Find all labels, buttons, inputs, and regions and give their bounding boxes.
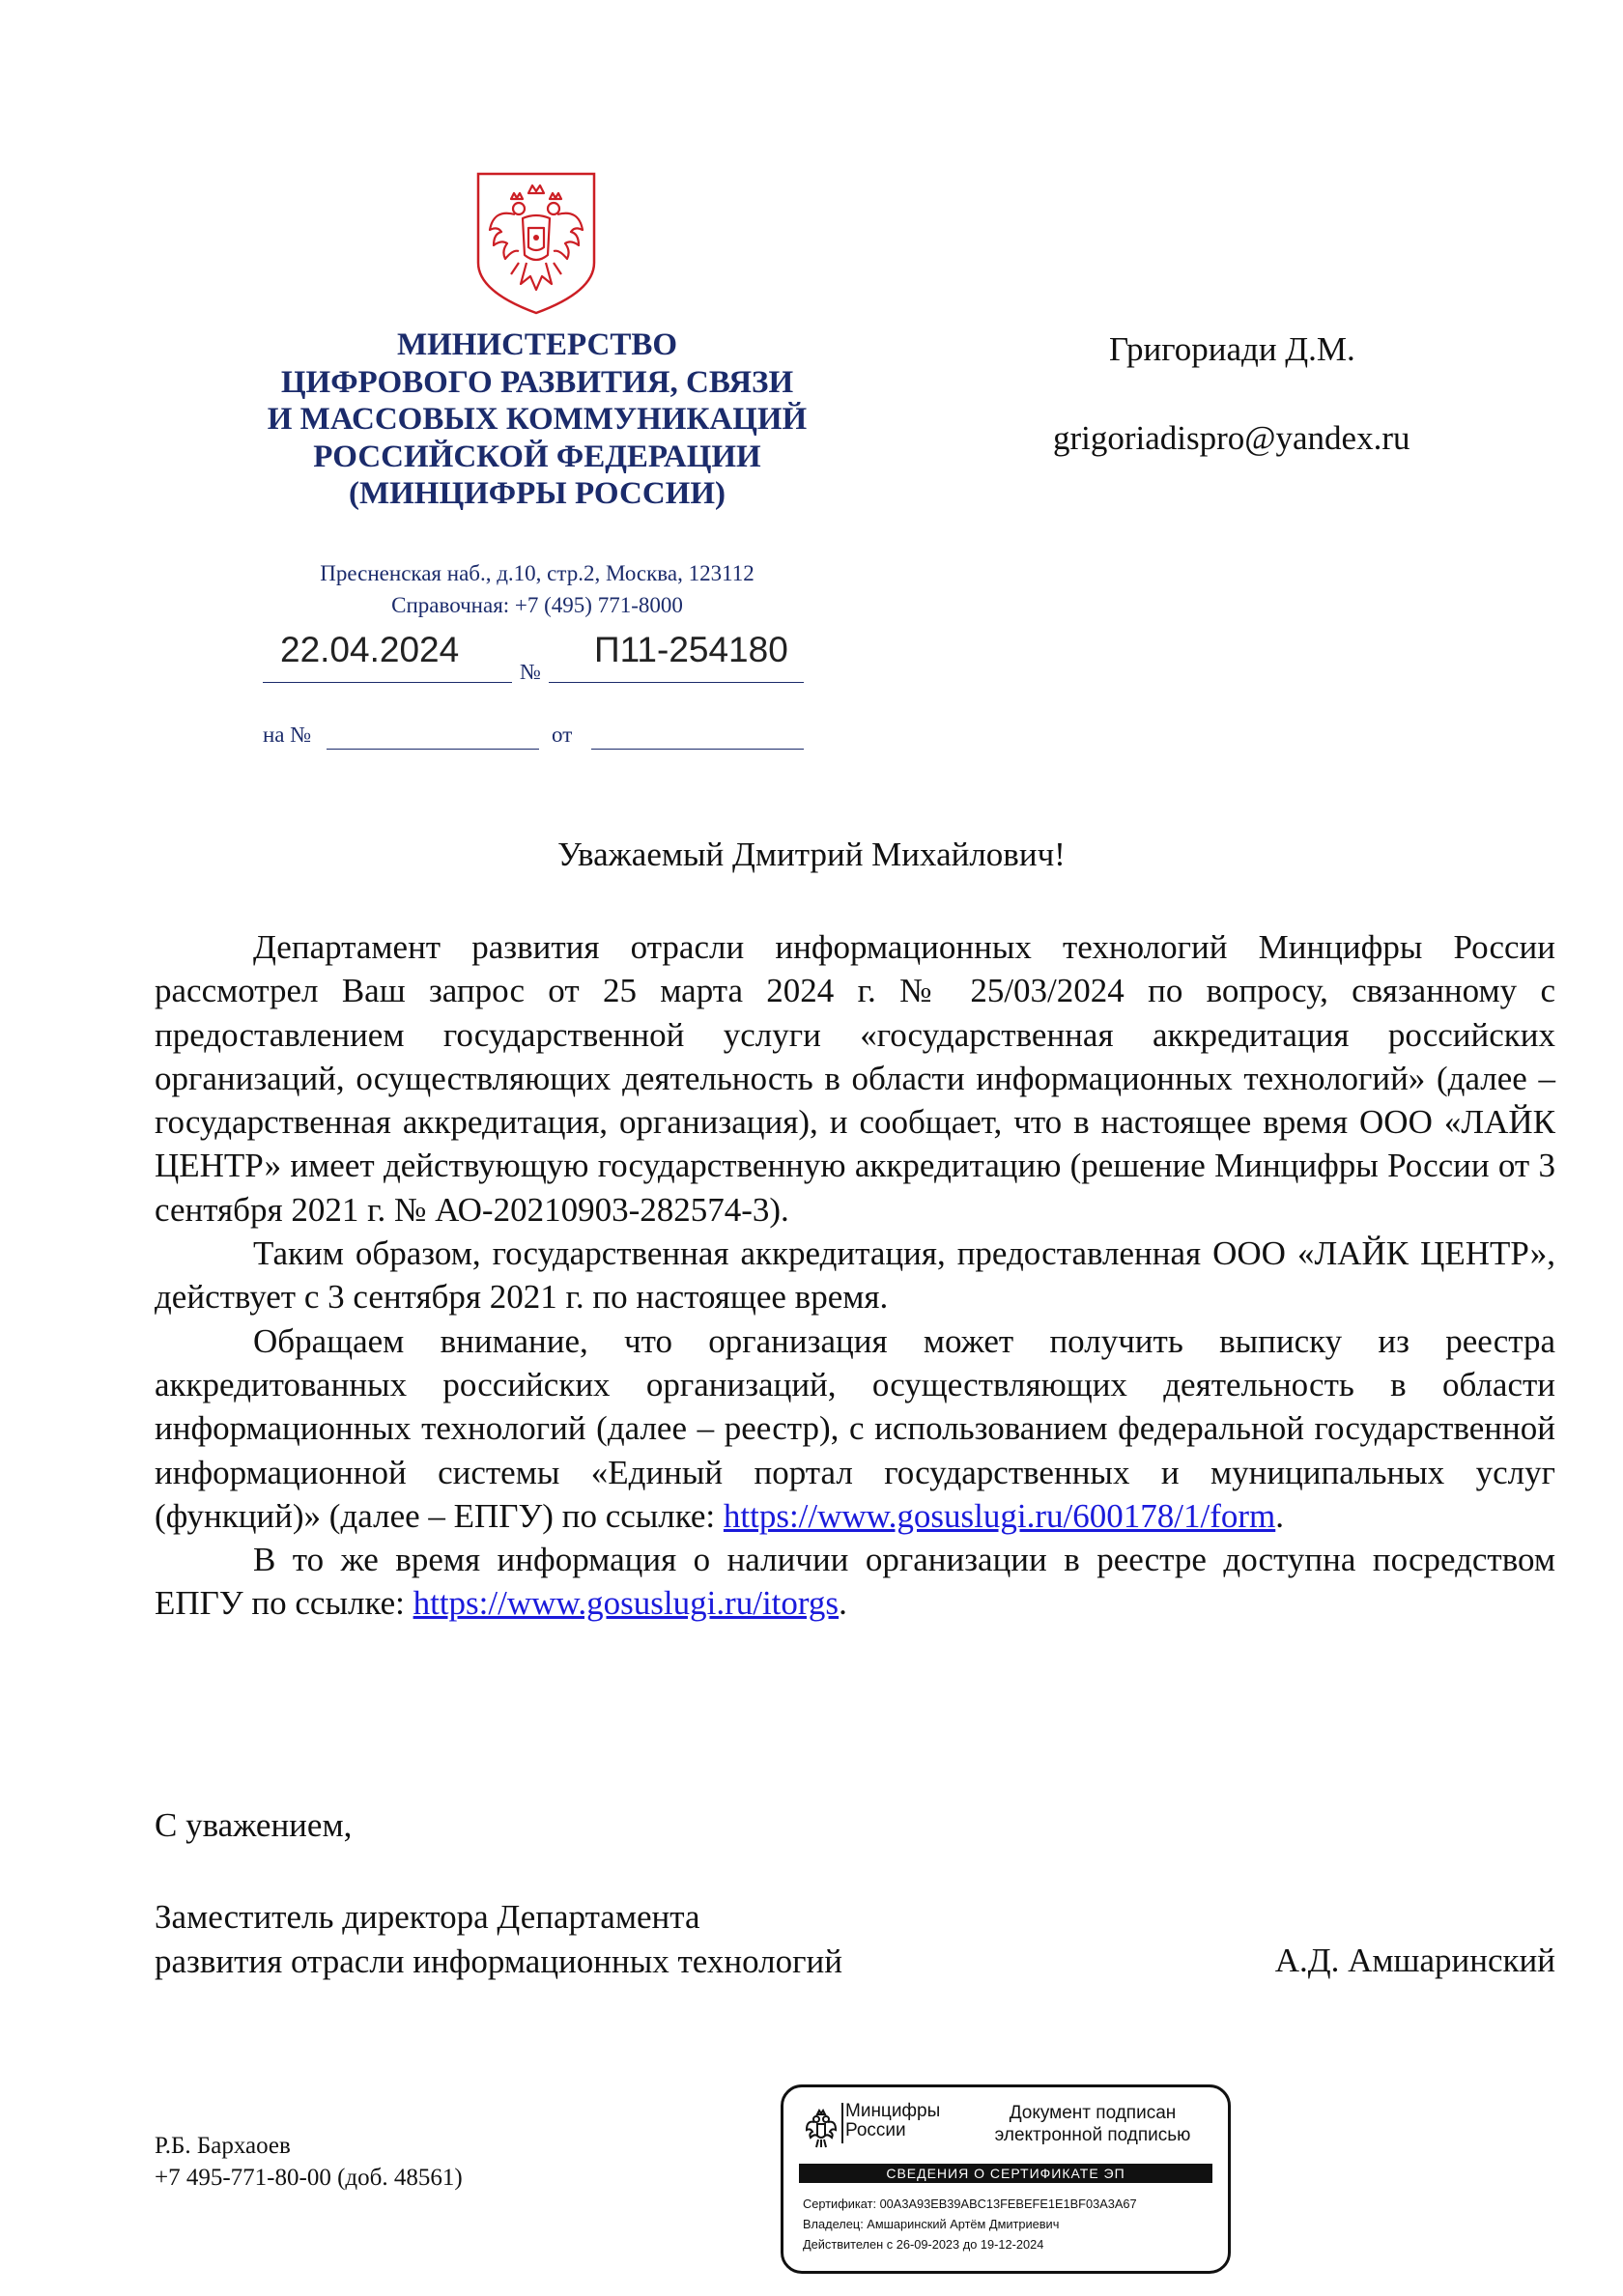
letter-body [155,925,1555,1626]
paragraph-3: Обращаем внимание, что организация может получить выписку из реестра аккредитованных российских организаций, осуществляющих деятельность в области информационных технологий (далее – реестр), с использованием федеральной государственной информационной системы «Единый портал государственных и муниципальных услуг (функций)» (далее – ЕПГУ) по ссылке: https://www.gosuslugi.ru/600178/1/form. [155,1321,1555,1535]
paragraph-1: Департамент развития отрасли информационных технологий Минцифры России рассмотрел Ваш запрос от 25 марта 2024 г. № 25/03/2024 по вопросу, связанному с предоставлением государственной услуги «государственная аккредитация российских организаций, осуществляющих деятельность в области информационных технологий» (далее – государственная аккредитация, организация), и сообщает, что в настоящее время ООО «ЛАЙК ЦЕНТР» имеет действующую государственную аккредитацию (решение Минцифры России от 3 сентября 2021 г. № АО-20210903-282574-3). [155,928,1555,1229]
registration-number: П11-254180 [594,630,788,669]
paragraph-4: В то же время информация о наличии организации в реестре доступна посредством ЕПГУ по ссылке: https://www.gosuslugi.ru/itorgs. [155,1541,1555,1623]
stamp-signed-notice [972,2102,1213,2146]
ministry-line-5: (МИНЦИФРЫ РОССИИ) [349,476,726,511]
signer-name: А.Д. Амшаринский [1274,1942,1555,1979]
signer-title-line-2: развития отрасли информационных технологий [155,1942,842,1980]
ministry-address: Пресненская наб., д.10, стр.2, Москва, 123112 [320,561,755,585]
from-label: от [552,723,573,747]
recipient-email: grigoriadispro@yandex.ru [1053,419,1410,457]
executor-info [155,2130,463,2194]
coat-of-arms-icon [472,170,600,317]
from-underline [591,749,804,750]
number-label: № [520,660,541,684]
ministry-phone: Справочная: +7 (495) 771-8000 [391,593,683,617]
recipient-name: Григориади Д.М. [1109,330,1355,368]
mintsifry-eagle-icon [805,2107,838,2149]
logo-separator [841,2103,843,2143]
stamp-certificate-header: СВЕДЕНИЯ О СЕРТИФИКАТЕ ЭП [799,2164,1212,2183]
reference-underline [327,749,539,750]
closing: С уважением, [155,1806,353,1844]
ministry-title [193,326,881,513]
stamp-certificate-info [803,2194,1137,2254]
stamp-doc-line-1: Документ подписан [1009,2103,1177,2123]
executor-name: Р.Б. Бархаоев [155,2133,291,2159]
number-underline [549,682,804,683]
ministry-line-4: РОССИЙСКОЙ ФЕДЕРАЦИИ [313,439,761,474]
paragraph-3-text: Обращаем внимание, что организация может получить выписку из реестра аккредитованных российских организаций, осуществляющих деятельность в области информационных технологий (далее – реестр), с использованием федеральной государственной информационной системы «Единый портал государственных и муниципальных услуг (функций)» (далее – ЕПГУ) по ссылке: [155,1321,1555,1535]
ministry-contacts [193,557,881,621]
stamp-owner: Владелец: Амшаринский Артём Дмитриевич [803,2217,1060,2231]
signer-title [155,1895,842,1984]
date-underline [263,682,512,683]
stamp-organization [845,2102,940,2140]
salutation: Уважаемый Дмитрий Михайлович! [557,836,1066,873]
ministry-line-2: ЦИФРОВОГО РАЗВИТИЯ, СВЯЗИ [280,364,794,400]
extract-form-link[interactable]: https://www.gosuslugi.ru/600178/1/form [723,1496,1276,1535]
reference-label: на № [263,723,312,747]
registration-date: 22.04.2024 [280,630,460,669]
stamp-certificate-id: Сертификат: 00A3A93EB39ABC13FEBEFE1E1BF03A3A67 [803,2197,1137,2211]
signer-title-line-1: Заместитель директора Департамента [155,1898,700,1936]
paragraph-4-text: В то же время информация о наличии организации в реестре доступна посредством ЕПГУ по ссылке: [155,1541,1555,1623]
stamp-org-line-1: Минцифры [845,2101,941,2121]
stamp-validity: Действителен с 26-09-2023 до 19-12-2024 [803,2237,1044,2252]
executor-phone: +7 495-771-80-00 (доб. 48561) [155,2165,463,2191]
stamp-doc-line-2: электронной подписью [994,2125,1191,2145]
paragraph-2: Таким образом, государственная аккредитация, предоставленная ООО «ЛАЙК ЦЕНТР», действует с 3 сентября 2021 г. по настоящее время. [155,1234,1555,1317]
ministry-line-3: И МАССОВЫХ КОММУНИКАЦИЙ [267,402,808,437]
itorgs-link[interactable]: https://www.gosuslugi.ru/itorgs [413,1584,840,1623]
ministry-line-1: МИНИСТЕРСТВО [396,327,678,362]
electronic-signature-stamp [781,2084,1231,2274]
stamp-org-line-2: России [845,2120,906,2140]
